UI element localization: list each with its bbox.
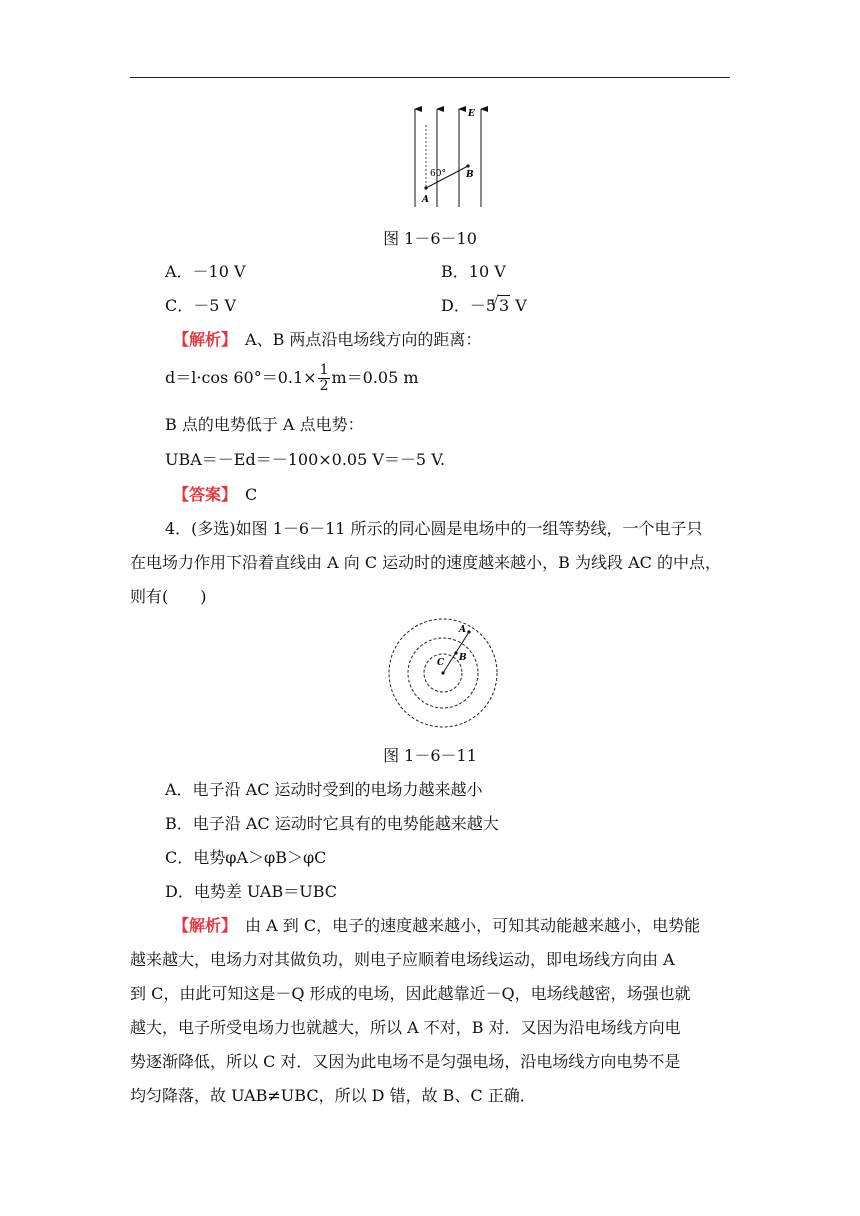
label-e: E: [468, 109, 475, 119]
q4-solution-line4: 越大，电子所受电场力也就越大，所以 A 不对，B 对．又因为沿电场线方向电: [130, 1018, 681, 1037]
answer-tag: 【答案】: [173, 485, 230, 504]
point-a: [467, 630, 470, 633]
q4-option-c: C．电势φA＞φB＞φC: [165, 848, 327, 867]
q4-option-d: D．电势差 UAB＝UBC: [165, 882, 338, 901]
point-c: [441, 671, 444, 674]
q3-answer: 【答案】 C: [173, 485, 258, 504]
label-angle: 60°: [430, 169, 446, 179]
label-c: C: [437, 658, 445, 668]
solution-tag: 【解析】: [173, 330, 230, 349]
point-b: [466, 164, 469, 167]
q4-stem-line2: 在电场力作用下沿着直线由 A 向 C 运动时的速度越来越小，B 为线段 AC 的中点，: [130, 553, 721, 572]
q4-stem-line1: 4．(多选)如图 1－6－11 所示的同心圆是电场中的一组等势线，一个电子只: [165, 519, 703, 538]
point-a: [424, 186, 427, 189]
q4-stem-line3: 则有( ): [130, 587, 207, 606]
figure-1-6-11: [387, 617, 499, 729]
label-a: A: [459, 625, 466, 635]
point-b: [454, 651, 457, 654]
q3-option-c: C．－5 V: [165, 296, 237, 315]
figure-1-6-10: [395, 103, 495, 213]
q4-option-a: A．电子沿 AC 运动时受到的电场力越来越小: [165, 780, 483, 799]
q4-solution-line5: 势逐渐降低，所以 C 对．又因为此电场不是匀强电场，沿电场线方向电势不是: [130, 1052, 681, 1071]
q3-option-a: A．－10 V: [165, 262, 246, 281]
q3-solution-line2: d＝l·cos 60°＝0.1× $\frac{1}{2}$ m＝0.05 m: [165, 362, 419, 394]
q4-option-b: B．电子沿 AC 运动时它具有的电势能越来越大: [165, 814, 499, 833]
q4-solution-line2: 越来越大，电场力对其做负功，则电子应顺着电场线运动，即电场线方向由 A: [130, 950, 675, 969]
q4-solution-line1: 【解析】 由 A 到 C，电子的速度越来越小，可知其动能越来越小，电势能: [173, 916, 701, 935]
q3-option-d: D．－5√ 3 V: [441, 293, 527, 316]
figure-caption-11: 图 1－6－11: [383, 746, 477, 765]
q3-solution-line4: UBA＝－Ed＝－100×0.05 V＝－5 V.: [165, 450, 446, 469]
header-rule: [130, 77, 730, 78]
label-b: B: [466, 170, 474, 180]
q3-option-b: B．10 V: [441, 262, 506, 281]
q3-solution-line1: 【解析】 A、B 两点沿电场线方向的距离：: [173, 330, 482, 349]
label-b: B: [459, 653, 467, 663]
label-a: A: [422, 195, 429, 205]
q4-solution-line3: 到 C，由此可知这是－Q 形成的电场，因此越靠近－Q，电场线越密，场强也就: [130, 984, 691, 1003]
solution-tag: 【解析】: [173, 916, 230, 935]
q4-solution-line6: 均匀降落，故 UAB≠UBC，所以 D 错，故 B、C 正确．: [130, 1086, 536, 1105]
q3-solution-line3: B 点的电势低于 A 点电势：: [165, 415, 364, 434]
fraction-one-half: $\frac{1}{2}$: [319, 362, 329, 394]
figure-caption-10: 图 1－6－10: [383, 229, 477, 248]
